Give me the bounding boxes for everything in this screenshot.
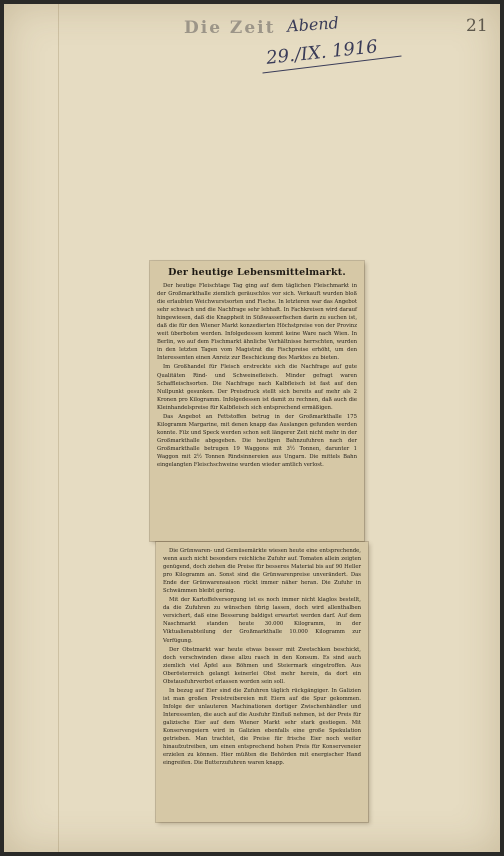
article-paragraph: Der heutige Fleischtage Tag ging auf dem täglichen Fleischmarkt in der Großmarkthalle ziemlich geräuschlos vor sich. Verkauft wurden bloß die erlaubten Weichwurstsorten und Fische. In letzteren war das Angebot sehr schwach und die Nachfrage sehr lebhaft. In Fachkreisen wird darauf hingewiesen, daß die Knappheit in Süßwasserfischen darin zu suchen ist, daß die für den Wiener Markt konzedierten Höchstpreise von der Provinz weit überboten werden. Infolgedessen kommt keine Ware nach Wien. In Berlin, wo auf dem Fischmarkt ähnliche Verhältnisse herrschten, wurden in den letzten Tagen vom Magistrat die Fischpreise erhöht, um den Interessenten einen Anreiz zur Beschickung des Marktes zu bieten. — [157, 283, 357, 362]
newspaper-clipping-part-2 — [156, 542, 368, 822]
article-paragraph: Das Angebot an Fettstoffen betrug in der Großmarkthalle 175 Kilogramm Margarine, mit denen knapp das Auslangen gefunden werden konnte. Filz und Speck werden schon seit längerer Zeit nicht mehr in der Großmarkthalle abgegeben. Die heutigen Bahnzufuhren nach der Großmarkthalle betrugen 19 Waggons mit 3½ Tonnen, darunter 1 Waggon mit 2½ Tonnen Rindsinnereien aus Ungarn. Die mittels Bahn eingelangten Fleischschweine wurden wieder amtlich verlost. — [157, 413, 357, 469]
newspaper-clipping-part-1 — [150, 261, 364, 541]
handwritten-edition: Abend — [286, 13, 340, 36]
margin-line — [58, 4, 59, 852]
page-number: 21 — [466, 16, 488, 36]
newspaper-stamp: Die Zeit — [184, 18, 276, 38]
article-paragraph: Der Obstmarkt war heute etwas besser mit Zwetschken beschickt, doch verschwinden diese allzu rasch in den Konsum. Es sind auch ziemlich viel Äpfel aus Böhmen und Steiermark eingetroffen. Aus Oberösterreich gelangt keinerlei Obst mehr herein, da dort ein Obstausfuhrverbot erlassen worden sein soll. — [163, 646, 361, 685]
article-paragraph: Im Großhandel für Fleisch erstreckte sich die Nachfrage auf gute Qualitäten Rind- und Schweinefleisch. Minder gefragt waren Schaffleischsorten. Die Nachfrage nach Kalbfleisch ist fast auf den Nullpunkt gesunken. Der Preisdruck stellt sich bereits auf mehr als 2 Kronen pro Kilogramm. Infolgedessen ist damit zu rechnen, daß auch die Kleinhandelspreise für Kalbfleisch sich entsprechend ermäßigen. — [157, 364, 357, 411]
article-paragraph: In bezug auf Eier sind die Zufuhren täglich rückgängiger. In Galizien ist man großen Preistreibereien mit Eiern auf die Spur gekommen. Infolge der unlauteren Machinationen dortiger Zwischenhändler und Interessenten, die auch auf die Ausfuhr Einfluß nehmen, ist der Preis für galizische Eier auf dem Wiener Markt sehr stark gestiegen. Mit Konservengeiern wird in Galizien ebenfalls eine große Spekulation getrieben. Man trachtet, die Preise für frische Eier noch weiter hinaufzutreiben, um einen entsprechend hohen Preis für Konserveneier erzielen zu können. Hier müßten die Behörden mit energischer Hand eingreifen. Die Butterzufuhren waren knapp. — [163, 687, 361, 767]
article-paragraph: Die Grünwaren- und Gemüsemärkte wiesen heute eine entsprechende, wenn auch nicht besonders reichliche Zufuhr auf. Tomaten allein zeigten genügend, doch ziehen die Preise für besseres Material bis auf 90 Heller pro Kilogramm an. Sonst sind die Grünwarenpreise unverändert. Das Ende der Grünwarensaison rückt immer näher heran. Die Zufuhr in Schwämmen bleibt gering. — [163, 548, 361, 595]
handwritten-date: 29./IX. 1916 — [265, 36, 379, 69]
article-headline: Der heutige Lebensmittelmarkt. — [168, 267, 346, 278]
article-paragraph: Mit der Kartoffelversorgung ist es noch immer nicht klaglos bestellt, da die Zufuhren zu wünschen übrig lassen, doch wird allenthalben versichert, daß eine Besserung baldigst erwartet werden darf. Auf dem Naschmarkt standen heute 30.000 Kilogramm, in der Viktualienabteilung der Großmarkthalle 10.000 Kilogramm zur Verfügung. — [163, 597, 361, 644]
archive-sheet — [4, 4, 500, 852]
